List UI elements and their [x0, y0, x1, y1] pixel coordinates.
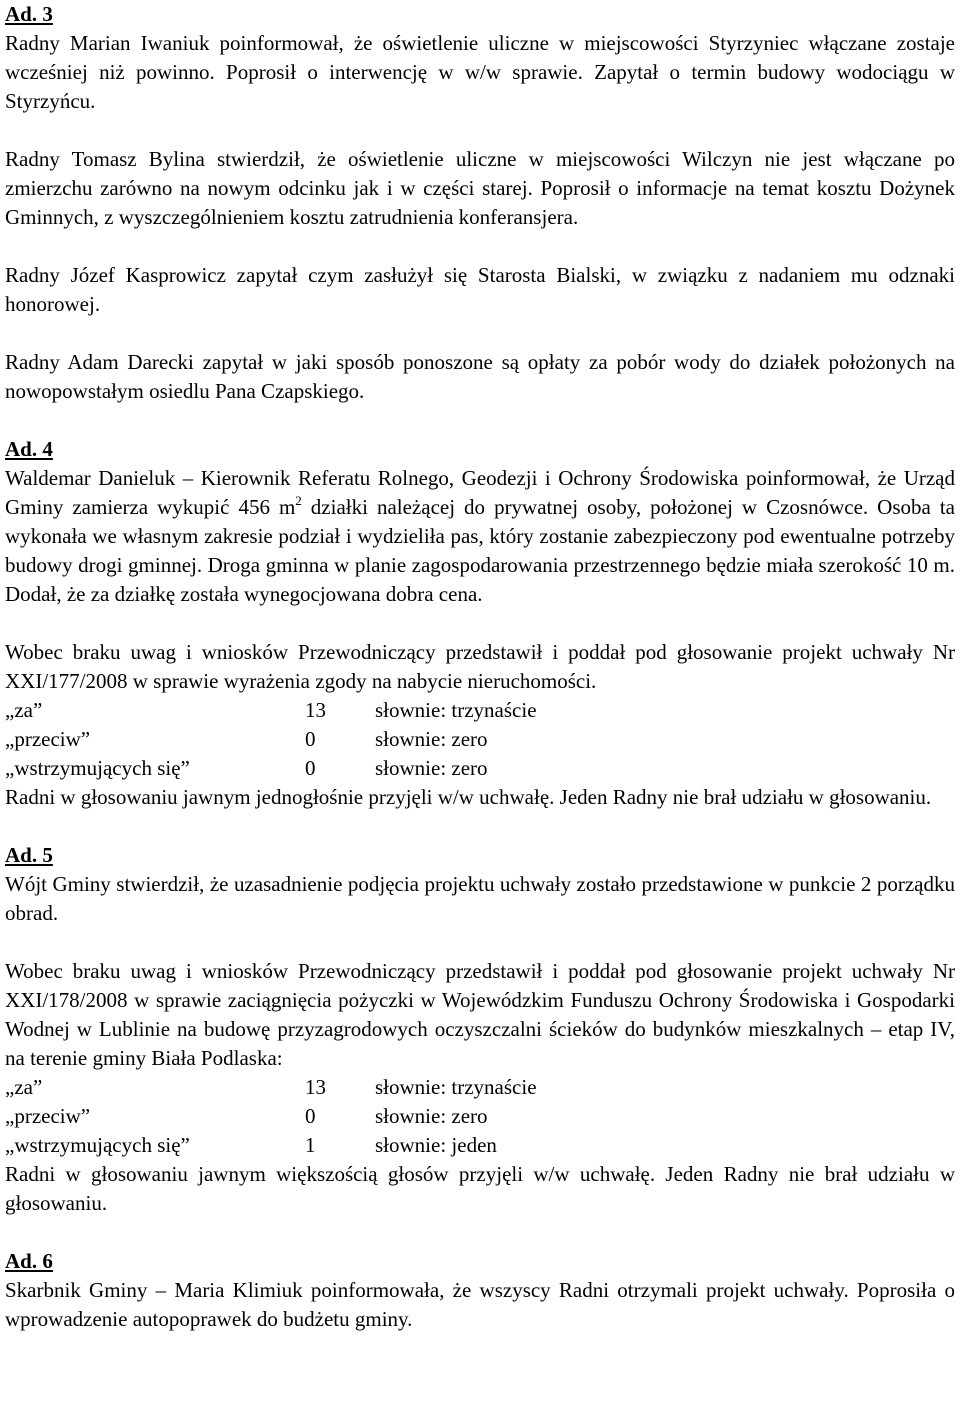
paragraph-kasprowicz: Radny Józef Kasprowicz zapytał czym zasłużył się Starosta Bialski, w związku z nadaniem mu odznaki honorowej. — [5, 263, 955, 316]
paragraph-danieluk-part2: działki należącej do prywatnej osoby, położonej w Czosnówce. Osoba ta wykonała we własnym zakresie podział i wydzieliła pas, który zostanie zabezpieczony pod ewentualne potrzeby budowy drogi gminnej. Droga gminna w planie zagospodarowania przestrzennego będzie miała szerokość 10 m. Dodał, że za działkę została wynegocjowana dobra cena. — [5, 495, 955, 606]
vote-row-za — [5, 696, 955, 725]
vote-words: słownie: jeden — [375, 1133, 497, 1157]
paragraph-vote-intro-177: Wobec braku uwag i wniosków Przewodniczący przedstawił i poddał pod głosowanie projekt uchwały Nr XXI/177/2008 w sprawie wyrażenia zgody na nabycie nieruchomości. — [5, 640, 955, 693]
paragraph-wojt: Wójt Gminy stwierdził, że uzasadnienie podjęcia projektu uchwały zostało przedstawione w punkcie 2 porządku obrad. — [5, 872, 955, 925]
vote-words: słownie: trzynaście — [375, 698, 537, 722]
vote-words: słownie: zero — [375, 1104, 488, 1128]
paragraph-iwaniuk: Radny Marian Iwaniuk poinformował, że oświetlenie uliczne w miejscowości Styrzyniec włączane zostaje wcześniej niż powinno. Poprosił o interwencję w w/w sprawie. Zapytał o termin budowy wodociągu w Styrzyńcu. — [5, 31, 955, 113]
vote-words: słownie: zero — [375, 727, 488, 751]
section-heading-ad5: Ad. 5 — [5, 843, 53, 867]
vote-row-za — [5, 1073, 955, 1102]
vote-label: „za” — [5, 1075, 43, 1099]
vote-label: „wstrzymujących się” — [5, 1133, 190, 1157]
vote-count: 0 — [305, 727, 316, 751]
vote-label: „przeciw” — [5, 1104, 91, 1128]
section-heading-ad3: Ad. 3 — [5, 2, 53, 26]
paragraph-danieluk-part1: Waldemar Danieluk – Kierownik Referatu Rolnego, Geodezji i Ochrony Środowiska poinformował, że Urząd Gminy zamierza wykupić 456 m — [5, 466, 955, 519]
vote-row-przeciw — [5, 725, 955, 754]
paragraph-skarbnik: Skarbnik Gminy – Maria Klimiuk poinformowała, że wszyscy Radni otrzymali projekt uchwały. Poprosiła o wprowadzenie autopoprawek do budżetu gminy. — [5, 1278, 955, 1331]
paragraph-darecki: Radny Adam Darecki zapytał w jaki sposób ponoszone są opłaty za pobór wody do działek położonych na nowopowstałym osiedlu Pana Czapskiego. — [5, 350, 955, 403]
section-heading-ad4: Ad. 4 — [5, 437, 53, 461]
vote-row-wstrzymujacych — [5, 1131, 955, 1160]
paragraph-vote-intro-178: Wobec braku uwag i wniosków Przewodniczący przedstawił i poddał pod głosowanie projekt uchwały Nr XXI/178/2008 w sprawie zaciągnięcia pożyczki w Wojewódzkim Funduszu Ochrony Środowiska i Gospodarki Wodnej w Lublinie na budowę przyzagrodowych oczyszczalni ścieków do budynków mieszkalnych – etap IV, na terenie gminy Biała Podlaska: — [5, 959, 955, 1070]
section-heading-ad6: Ad. 6 — [5, 1249, 53, 1273]
paragraph-bylina: Radny Tomasz Bylina stwierdził, że oświetlenie uliczne w miejscowości Wilczyn nie jest włączane po zmierzchu zarówno na nowym odcinku jak i w części starej. Poprosił o informacje na temat kosztu Dożynek Gminnych, z wyszczególnieniem kosztu zatrudnienia konferansjera. — [5, 147, 955, 229]
vote-count: 13 — [305, 698, 326, 722]
superscript-2: 2 — [295, 493, 302, 508]
vote-words: słownie: zero — [375, 756, 488, 780]
paragraph-vote-result-178: Radni w głosowaniu jawnym większością głosów przyjęli w/w uchwałę. Jeden Radny nie brał udziału w głosowaniu. — [5, 1162, 955, 1215]
vote-count: 0 — [305, 756, 316, 780]
document-page — [5, 0, 955, 1334]
vote-words: słownie: trzynaście — [375, 1075, 537, 1099]
paragraph-danieluk — [5, 464, 955, 609]
vote-label: „za” — [5, 698, 43, 722]
vote-label: „przeciw” — [5, 727, 91, 751]
vote-count: 0 — [305, 1104, 316, 1128]
vote-count: 13 — [305, 1075, 326, 1099]
paragraph-vote-result-177: Radni w głosowaniu jawnym jednogłośnie przyjęli w/w uchwałę. Jeden Radny nie brał udziału w głosowaniu. — [5, 785, 932, 809]
vote-label: „wstrzymujących się” — [5, 756, 190, 780]
vote-row-wstrzymujacych — [5, 754, 955, 783]
vote-count: 1 — [305, 1133, 316, 1157]
vote-row-przeciw — [5, 1102, 955, 1131]
